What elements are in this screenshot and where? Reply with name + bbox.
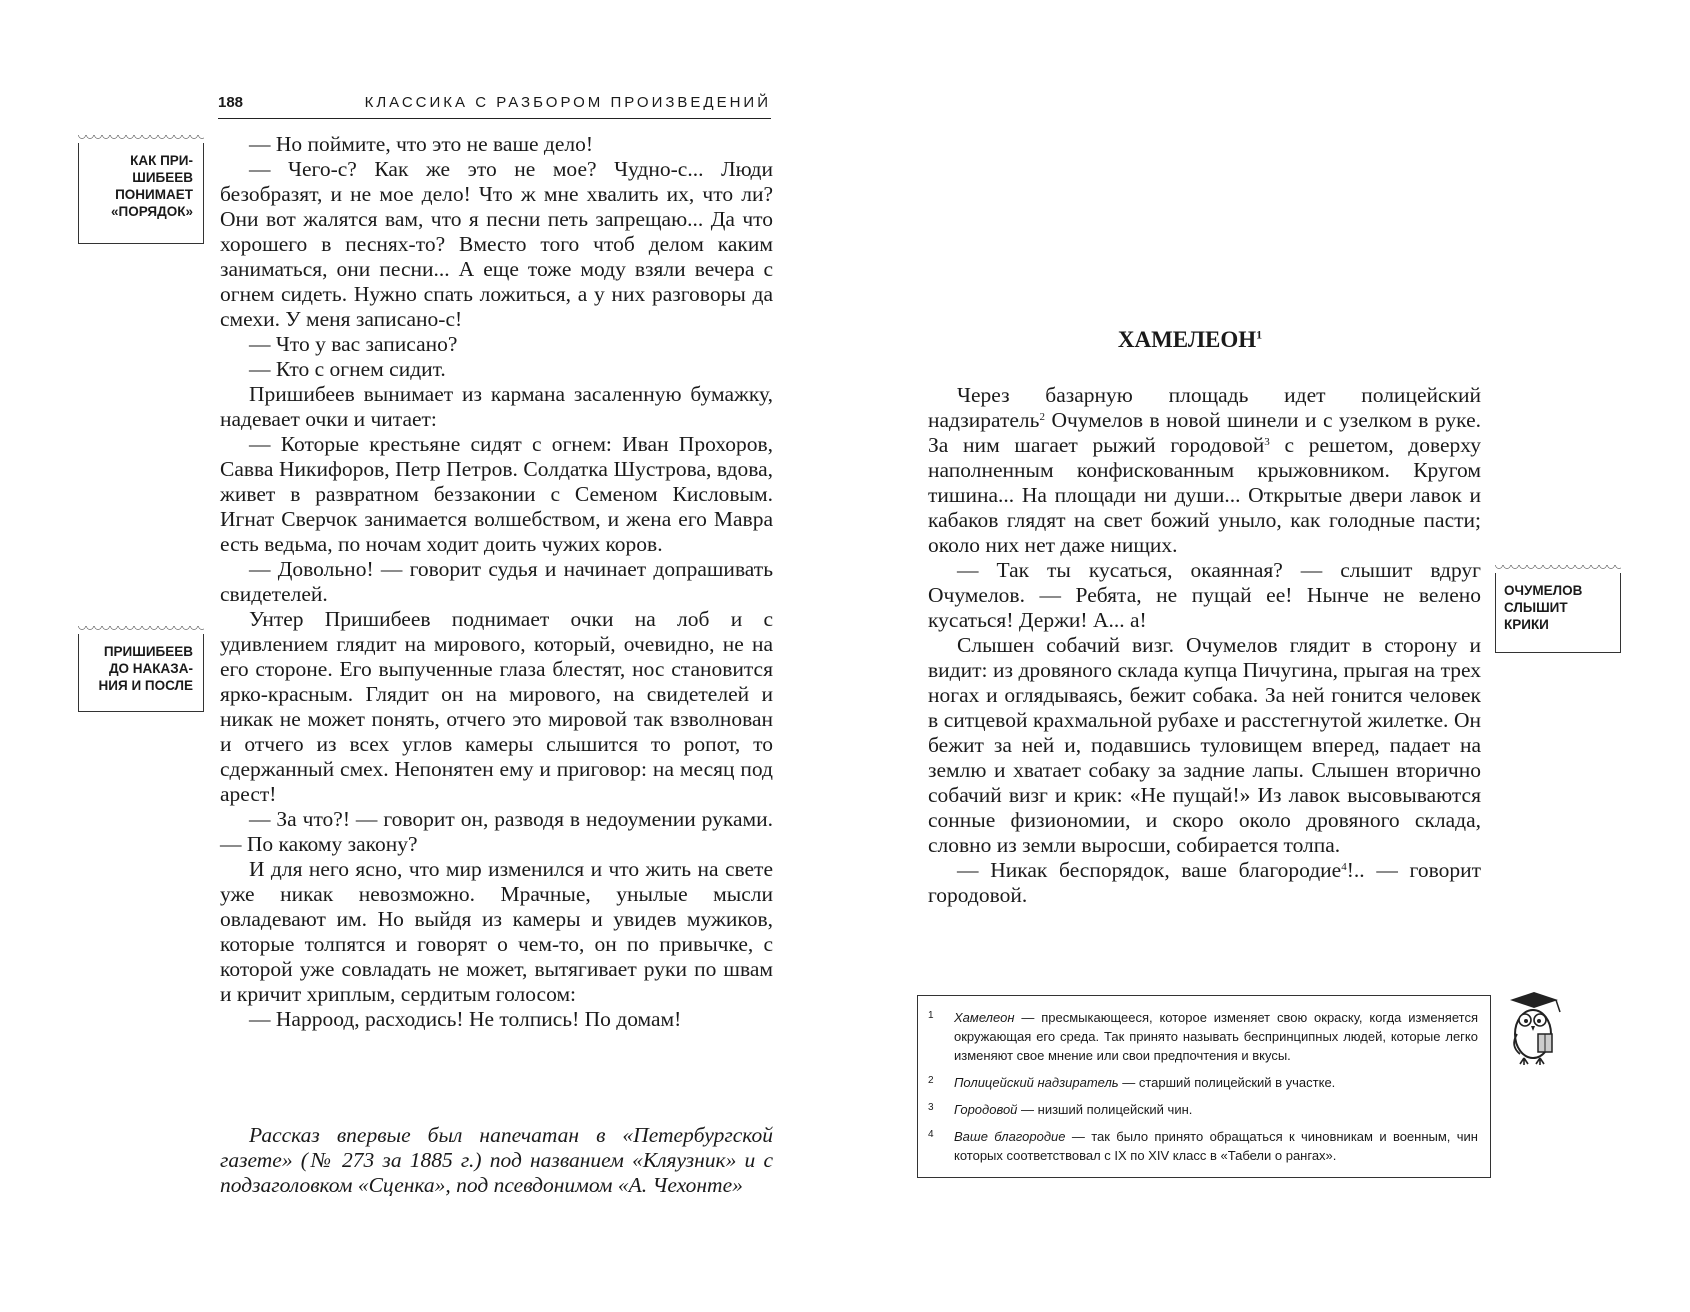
footnote-number: 3 <box>928 1102 934 1113</box>
paragraph <box>928 858 1481 908</box>
footnote <box>928 1008 1478 1065</box>
paragraph: Слышен собачий визг. Очумелов глядит в сторону и видит: из дровяного склада купца Пичугина, прыгая на трех ногах и оглядываясь, бежит собака. За ней гонится человек в ситцевой крахмальной рубахе и расстегнутой жилетке. Он бежит за ней и, подавшись туловищем вперед, падает на землю и хватает собаку за задние лапы. Слышен вторично собачий визг и крик: «Не пущай!» Из лавок высовываются сонные физиономии, и скоро около дровяного склада, словно из земли выросши, собирается толпа. <box>928 633 1481 857</box>
footnote-ref: 3 <box>1264 436 1270 448</box>
footnote-text: — низший полицейский чин. <box>1017 1102 1193 1117</box>
paragraph: — Так ты кусаться, окаянная? — слышит вдруг Очумелов. — Ребята, не пущай ее! Нынче не велено кусаться! Держи! А... а! <box>928 558 1481 632</box>
paragraph: Унтер Пришибеев поднимает очки на лоб и с удивлением глядит на мирового, который, очевидно, не на его стороне. Его выпученные глаза блестят, нос становится ярко-красным. Глядит он на мирового, на свидетелей и никак не может понять, отчего это мировой так взволнован и отчего из всех углов камеры слышится то ропот, то сдержанный смех. Непонятен ему и приговор: на месяц под арест! <box>220 607 773 806</box>
paragraph-text: — Никак беспорядок, ваше благородие <box>957 858 1342 882</box>
story-title <box>1060 327 1320 353</box>
running-head-title: КЛАССИКА С РАЗБОРОМ ПРОИЗВЕДЕНИЙ <box>364 94 771 111</box>
footnote-ref: 4 <box>1341 861 1347 873</box>
story-title-text: ХАМЕЛЕОН <box>1117 327 1257 352</box>
paragraph: — Кто с огнем сидит. <box>249 357 446 381</box>
footnote-text: — старший полицейский в участке. <box>1118 1075 1336 1090</box>
owl-scholar-icon <box>1500 990 1570 1068</box>
footnote-text: — так было принято обращаться к чиновникам и военным, чин которых соответствовал с IX по XIV класс в «Табели о рангах». <box>954 1129 1478 1163</box>
paragraph: — За что?! — говорит он, разводя в недоумении руками. — По какому закону? <box>220 807 773 856</box>
torn-edge <box>78 626 204 634</box>
margin-note-before-after <box>78 632 204 712</box>
paragraph-text: с решетом, доверху наполненным конфискованным крыжовником. Кругом тишина... На площади ни души... Открытые двери лавок и кабаков глядят на свет божий уныло, как голодные пасти; около них нет даже нищих. <box>928 433 1481 557</box>
footnote-term: Городовой <box>954 1102 1018 1117</box>
paragraph: — Довольно! — говорит судья и начинает допрашивать свидетелей. <box>220 557 773 606</box>
paragraph-text: !.. — говорит городовой. <box>928 858 1481 907</box>
paragraph: — Которые крестьяне сидят с огнем: Иван Прохоров, Савва Никифоров, Петр Петров. Солдатка Шустрова, вдова, живет в развратном беззаконии с Семеном Кисловым. Игнат Сверчок занимается волшебством, и жена его Мавра есть ведьма, по ночам ходит доить чужих коров. <box>220 432 773 556</box>
running-head <box>218 94 771 119</box>
footnote-number: 1 <box>928 1010 934 1021</box>
torn-edge <box>1495 565 1621 573</box>
footnote-number: 2 <box>928 1075 934 1086</box>
margin-note-screams <box>1495 571 1621 653</box>
footnote-term: Полицейский надзиратель <box>954 1075 1119 1090</box>
footnote-ref: 1 <box>1256 327 1263 342</box>
paragraph: — Чего-с? Как же это не мое? Чудно-с... Люди безобразят, и не мое дело! Что ж мне хвалить их, что ли? Они вот жалятся вам, что я песни петь запрещаю... Да что хорошего в песнях-то? Вместо того чтоб делом каким заниматься, они песни... А еще тоже моду взяли вечера с огнем сидеть. Нужно спать ложиться, а у них разговоры да смехи. У меня записано-с! <box>220 157 773 331</box>
margin-note-text: ПРИШИБЕЕВ ДО НАКАЗА- НИЯ И ПОСЛЕ <box>98 644 193 693</box>
paragraph: — Нарроод, расходись! Не толпись! По домам! <box>249 1007 682 1031</box>
footnote-number: 4 <box>928 1129 934 1140</box>
torn-edge <box>78 135 204 143</box>
publication-note: Рассказ впервые был напечатан в «Петербургской газете» (№ 273 за 1885 г.) под названием «Кляузник» и с подзаголовком «Сценка», под псевдонимом «А. Чехонте» <box>220 1123 773 1197</box>
right-text-column <box>928 383 1481 908</box>
footnote <box>928 1100 1478 1119</box>
footnotes-box <box>917 995 1491 1178</box>
paragraph-text: Очумелов в новой шинели и с узелком в руке. За ним шагает рыжий городовой <box>928 408 1481 457</box>
footnote-term: Хамелеон <box>954 1010 1015 1025</box>
footnote-text: — пресмыкающееся, которое изменяет свою окраску, когда изменяется окружающая его среда. Так принято называть беспринципных людей, которые легко изменяют свое мнение или свои предпочтения и вкусы. <box>954 1010 1478 1063</box>
margin-note-order <box>78 141 204 244</box>
margin-note-text: КАК ПРИ- ШИБЕЕВ ПОНИМАЕТ «ПОРЯДОК» <box>111 153 193 219</box>
paragraph: Пришибеев вынимает из кармана засаленную бумажку, надевает очки и читает: <box>220 382 773 431</box>
page-number: 188 <box>218 94 244 111</box>
footnote-ref: 2 <box>1039 411 1045 423</box>
paragraph <box>928 383 1481 558</box>
paragraph: И для него ясно, что мир изменился и что жить на свете уже никак невозможно. Мрачные, унылые мысли овладевают им. Но выйдя из камеры и увидев мужиков, которые толпятся и говорят о чем-то, он по привычке, с которой уже совладать не может, вытягивает руки по швам и кричит хриплым, сердитым голосом: <box>220 857 773 1006</box>
paragraph: — Что у вас записано? <box>249 332 458 356</box>
footnote <box>928 1073 1478 1092</box>
footnote-term: Ваше благородие <box>954 1129 1066 1144</box>
paragraph-text: Через базарную площадь идет полицейский надзиратель <box>928 383 1481 432</box>
footnote <box>928 1127 1478 1165</box>
margin-note-text: ОЧУМЕЛОВ СЛЫШИТ КРИКИ <box>1504 583 1583 632</box>
left-text-column <box>220 132 773 1032</box>
paragraph: — Но поймите, что это не ваше дело! <box>249 132 594 156</box>
